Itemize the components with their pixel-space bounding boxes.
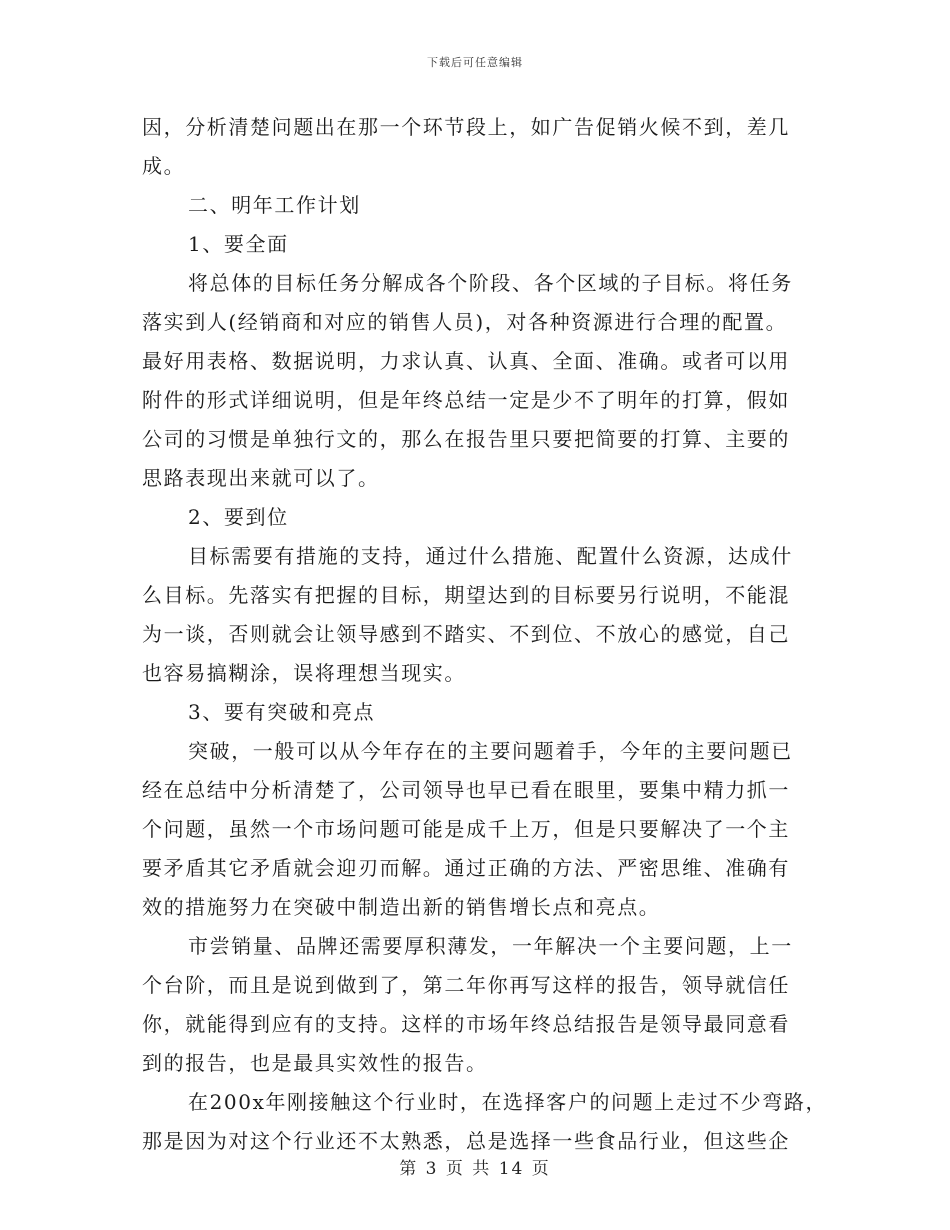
text-line: 效的措施努力在突破中制造出新的销售增长点和亮点。 <box>142 895 661 919</box>
text-line: 附件的形式详细说明，但是年终总结一定是少不了明年的打算，假如 <box>142 388 790 412</box>
text-line: 突破，一般可以从今年存在的主要问题着手，今年的主要问题已 <box>188 739 793 763</box>
text-line: 为一谈，否则就会让领导感到不踏实、不到位、不放心的感觉，自己 <box>142 622 790 646</box>
text-line: 经在总结中分析清楚了，公司领导也早已看在眼里，要集中精力抓一 <box>142 778 790 802</box>
text-line: 个台阶，而且是说到做到了，第二年你再写这样的报告，领导就信任 <box>142 973 790 997</box>
text-line: 公司的习惯是单独行文的，那么在报告里只要把简要的打算、主要的 <box>142 427 790 451</box>
page-header: 下载后可任意编辑 <box>427 56 523 69</box>
text-line: 你，就能得到应有的支持。这样的市场年终总结报告是领导最同意看 <box>142 1012 790 1036</box>
page-number: 第 3 页 共 14 页 <box>399 1159 551 1179</box>
text-line: 要矛盾其它矛盾就会迎刃而解。通过正确的方法、严密思维、准确有 <box>142 856 790 880</box>
subsection-heading: 1、要全面 <box>188 232 289 256</box>
text-line: 市尝销量、品牌还需要厚积薄发，一年解决一个主要问题，上一 <box>188 934 793 958</box>
text-line: 最好用表格、数据说明，力求认真、认真、全面、准确。或者可以用 <box>142 349 790 373</box>
section-heading: 二、明年工作计划 <box>188 193 361 217</box>
text-line: 也容易搞糊涂，误将理想当现实。 <box>142 661 466 685</box>
subsection-heading: 2、要到位 <box>188 505 289 529</box>
text-line: 到的报告，也是最具实效性的报告。 <box>142 1051 488 1075</box>
text-line: 思路表现出来就可以了。 <box>142 466 380 490</box>
document-body <box>142 108 828 1161</box>
text-line: 么目标。先落实有把握的目标，期望达到的目标要另行说明，不能混 <box>142 583 790 607</box>
text-line: 个问题，虽然一个市场问题可能是成千上万，但是只要解决了一个主 <box>142 817 790 841</box>
text-line: 目标需要有措施的支持，通过什么措施、配置什么资源，达成什 <box>188 544 793 568</box>
text-line: 成。 <box>142 154 186 178</box>
text-line: 在200x年刚接触这个行业时，在选择客户的问题上走过不少弯路， <box>188 1090 828 1114</box>
text-line: 因，分析清楚问题出在那一个环节段上，如广告促销火候不到，差几 <box>142 115 790 139</box>
text-line: 落实到人(经销商和对应的销售人员)，对各种资源进行合理的配置。 <box>142 310 788 334</box>
text-line: 那是因为对这个行业还不太熟悉，总是选择一些食品行业，但这些企 <box>142 1129 790 1153</box>
subsection-heading: 3、要有突破和亮点 <box>188 700 376 724</box>
text-line: 将总体的目标任务分解成各个阶段、各个区域的子目标。将任务 <box>188 271 793 295</box>
